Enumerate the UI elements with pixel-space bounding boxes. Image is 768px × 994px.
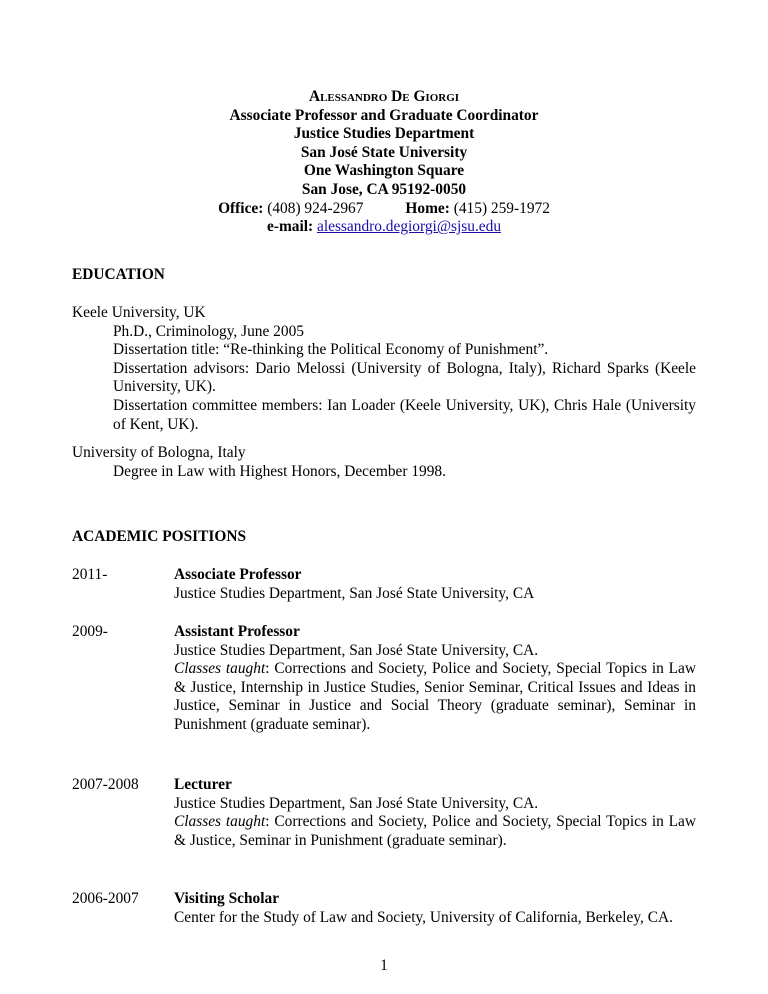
author-position: Associate Professor and Graduate Coordinator <box>229 106 539 124</box>
address-city: San Jose, CA 95192-0050 <box>301 180 467 198</box>
education-entry-bologna <box>72 444 696 481</box>
page-number: 1 <box>380 957 388 974</box>
position-dates: 2009- <box>72 623 108 640</box>
home-phone: (415) 259-1972 <box>453 199 550 217</box>
education-heading: EDUCATION <box>72 266 165 283</box>
email-line <box>0 218 768 237</box>
office-label: Office: <box>218 199 264 217</box>
author-name: Alessandro De Giorgi <box>308 88 460 105</box>
cv-header <box>0 88 768 237</box>
classes-label: Classes taught <box>174 660 266 678</box>
position-title: Visiting Scholar <box>174 890 280 907</box>
education-detail: Dissertation committee members: Ian Loader (Keele University, UK), Chris Hale (University of Kent, UK). <box>113 396 696 433</box>
classes-list: : Corrections and Society, Police and Society, Special Topics in Law & Justice, Seminar in Punishment (graduate seminar). <box>174 813 696 849</box>
education-entry-keele <box>72 304 696 434</box>
position-title: Associate Professor <box>174 566 302 583</box>
position-dates: 2011- <box>72 566 108 583</box>
education-institution: University of Bologna, Italy <box>72 444 246 461</box>
position-dates: 2006-2007 <box>72 890 139 907</box>
education-detail: Dissertation title: “Re-thinking the Political Economy of Punishment”. <box>113 341 549 359</box>
positions-heading: ACADEMIC POSITIONS <box>72 528 247 545</box>
office-phone: (408) 924-2967 <box>267 199 364 217</box>
education-detail: Degree in Law with Highest Honors, December 1998. <box>113 462 446 480</box>
phone-line <box>0 200 768 219</box>
author-department: Justice Studies Department <box>293 125 475 143</box>
position-entry <box>174 623 696 735</box>
position-entry <box>174 566 696 603</box>
education-institution: Keele University, UK <box>72 304 206 321</box>
address-street: One Washington Square <box>303 162 465 180</box>
position-place: Justice Studies Department, San José State University, CA. <box>174 794 539 812</box>
classes-label: Classes taught <box>174 813 266 831</box>
position-entry <box>174 776 696 850</box>
home-label: Home: <box>405 199 450 217</box>
position-place: Justice Studies Department, San José State University, CA. <box>174 641 539 659</box>
email-link[interactable]: alessandro.degiorgi@sjsu.edu <box>317 218 502 236</box>
education-detail: Ph.D., Criminology, June 2005 <box>113 322 304 340</box>
position-title: Assistant Professor <box>174 623 300 640</box>
author-university: San José State University <box>300 143 468 161</box>
position-dates: 2007-2008 <box>72 776 139 793</box>
education-detail: Dissertation advisors: Dario Melossi (University of Bologna, Italy), Richard Sparks (Keele University, UK). <box>113 359 696 396</box>
email-label: e-mail: <box>266 218 314 236</box>
position-entry <box>174 890 696 927</box>
position-place: Center for the Study of Law and Society, University of California, Berkeley, CA. <box>174 908 673 926</box>
classes-list: : Corrections and Society, Police and Society, Special Topics in Law & Justice, Internship in Justice Studies, Senior Seminar, Critical Issues and Ideas in Justice, Seminar in Justice and Social Theory (graduate seminar), Seminar in Punishment (graduate seminar). <box>174 660 696 733</box>
position-place: Justice Studies Department, San José State University, CA <box>174 584 535 602</box>
position-title: Lecturer <box>174 776 232 793</box>
